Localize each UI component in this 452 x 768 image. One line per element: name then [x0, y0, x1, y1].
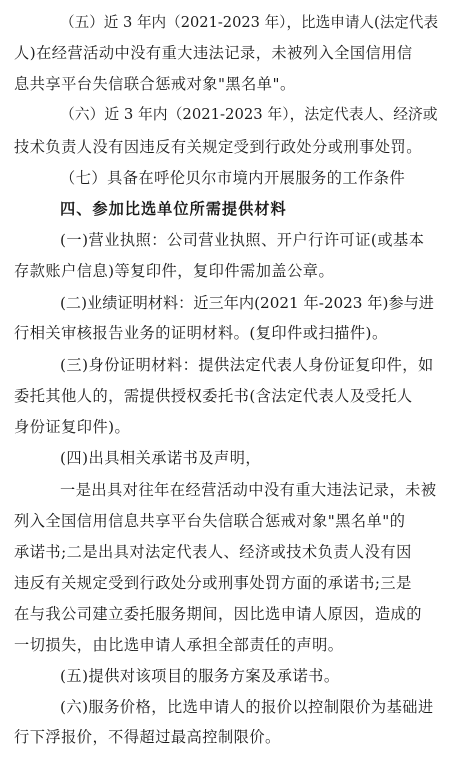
text-line: 存款账户信息)等复印件，复印件需加盖公章。 — [14, 262, 335, 280]
section-heading: 四、参加比选单位所需提供材料 — [60, 200, 287, 218]
text-line: 在与我公司建立委托服务期间，因比选申请人原因，造成的 — [14, 605, 422, 623]
text-line: (四)出具相关承诺书及声明， — [60, 449, 262, 467]
text-line: 一切损失，由比选申请人承担全部责任的声明。 — [14, 636, 344, 654]
text-line: (一)营业执照：公司营业执照、开户行许可证(或基本 — [60, 231, 425, 249]
text-line: 技术负责人没有因违反有关规定受到行政处分或刑事处罚。 — [14, 138, 422, 156]
text-line: 委托其他人的，需提供授权委托书(含法定代表人及受托人 — [14, 387, 413, 405]
text-line: 息共享平台失信联合惩戒对象"黑名单"。 — [14, 75, 296, 93]
text-line: 身份证复印件)。 — [14, 418, 131, 436]
text-line: 承诺书;二是出具对法定代表人、经济或技术负责人没有因 — [14, 543, 412, 561]
text-line: （五）近 3 年内（2021-2023 年），比选申请人(法定代表 — [60, 14, 439, 31]
text-line: 一是出具对往年在经营活动中没有重大违法记录，未被 — [60, 481, 437, 499]
text-line: 违反有关规定受到行政处分或刑事处罚方面的承诺书;三是 — [14, 574, 412, 592]
text-line: 行下浮报价，不得超过最高控制限价。 — [14, 728, 281, 746]
text-line: 行相关审核报告业务的证明材料。(复印件或扫描件)。 — [14, 324, 388, 342]
text-line: 人)在经营活动中没有重大违法记录，未被列入全国信用信 — [14, 44, 413, 62]
text-line: 列入全国信用信息共享平台失信联合惩戒对象"黑名单"的 — [14, 512, 406, 530]
text-line: （六）近 3 年内（2021-2023 年），法定代表人、经济或 — [60, 106, 438, 123]
text-line: (三)身份证明材料：提供法定代表人身份证复印件，如 — [60, 356, 434, 374]
text-line: (五)提供对该项目的服务方案及承诺书。 — [60, 667, 340, 685]
text-line: (六)服务价格，比选申请人的报价以控制限价为基础进 — [60, 698, 434, 716]
text-line: (二)业绩证明材料：近三年内(2021 年-2023 年)参与进 — [60, 294, 434, 312]
text-line: （七）具备在呼伦贝尔市境内开展服务的工作条件 — [60, 169, 406, 187]
